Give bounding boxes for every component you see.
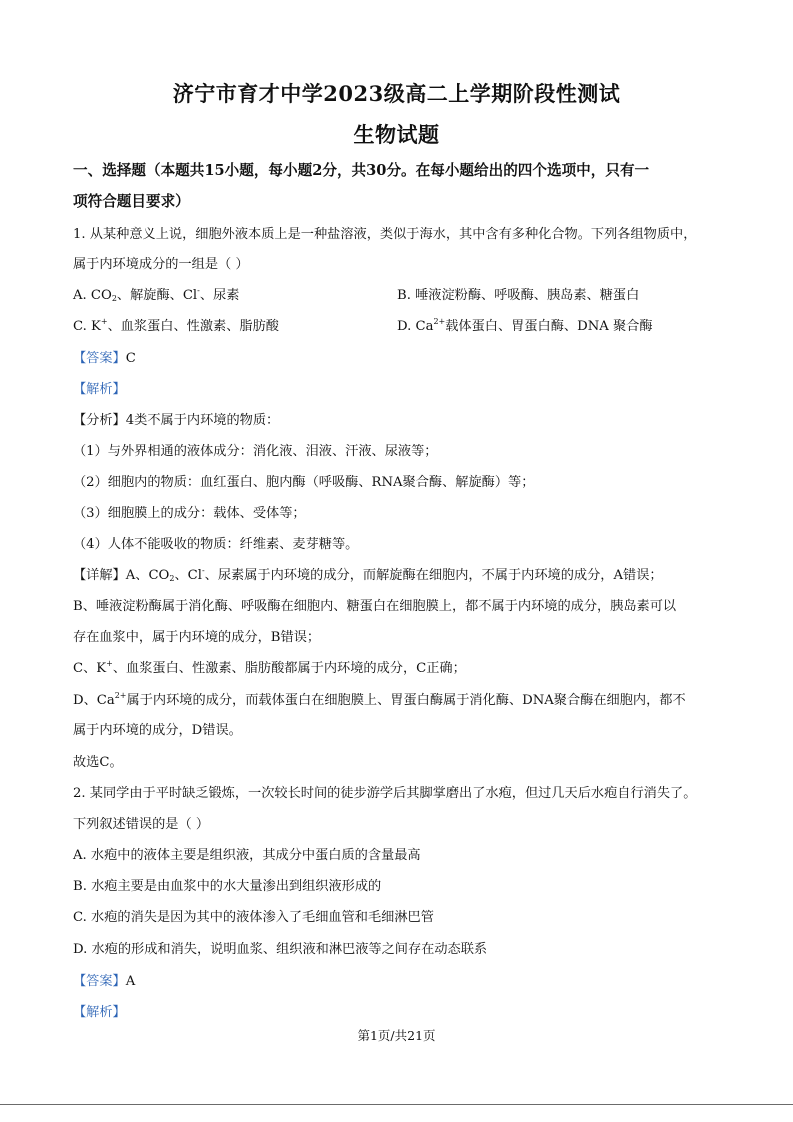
q2-option-b: B. 水疱主要是由血浆中的水大量渗出到组织液形成的 (73, 879, 382, 894)
q1-detail-a: 【详解】A、$CO_2$、Cl-、尿素属于内环境的成分，而解旋酶在细胞内，不属于内环境的成分，A错误； (73, 566, 663, 583)
q1-analysis-tag: 【解析】 (73, 382, 126, 397)
q1-point-4: （4）人体不能吸收的物质：纤维素、麦芽糖等。 (73, 537, 359, 552)
q2-option-c: C. 水疱的消失是因为其中的液体渗入了毛细血管和毛细淋巴管 (73, 910, 434, 925)
q1-option-b: B. 唾液淀粉酶、呼吸酶、胰岛素、糖蛋白 (397, 288, 640, 303)
q1-detail-b-cont: 存在血浆中，属于内环境的成分，B错误； (73, 630, 321, 645)
section-heading: 一、选择题（本题共15小题，每小题2分，共30分。在每小题给出的四个选项中，只有一 (73, 162, 650, 179)
q1-answer: 【答案】C (73, 351, 136, 366)
q1-stem: 1. 从某种意义上说，细胞外液本质上是一种盐溶液，类似于海水，其中含有多种化合物。下列各组物质中， (73, 227, 697, 242)
q1-stem-cont: 属于内环境成分的一组是（ ） (73, 257, 249, 272)
q2-answer: 【答案】A (73, 974, 136, 989)
page-footer: 第1页/共21页 (357, 1028, 436, 1043)
q2-option-d: D. 水疱的形成和消失，说明血浆、组织液和淋巴液等之间存在动态联系 (73, 942, 488, 957)
q1-option-d: D. $Ca^{2+}$载体蛋白、胃蛋白酶、DNA 聚合酶 (397, 317, 653, 334)
q1-option-a: A. $CO_2$、解旋酶、Cl-、尿素 (73, 286, 240, 303)
q1-point-2: （2）细胞内的物质：血红蛋白、胞内酶（呼吸酶、RNA聚合酶、解旋酶）等； (73, 475, 535, 490)
divider (0, 1104, 793, 1105)
answer-tag: 【答案】 (73, 974, 126, 989)
q1-option-c: C. K+、血浆蛋白、性激素、脂肪酸 (73, 317, 279, 334)
exam-subject: 生物试题 (353, 122, 440, 147)
section-heading-cont: 项符合题目要求） (73, 193, 190, 210)
q2-option-a: A. 水疱中的液体主要是组织液，其成分中蛋白质的含量最高 (73, 848, 421, 863)
q1-detail-d-cont: 属于内环境的成分，D错误。 (73, 723, 242, 738)
q1-detail-d: D、$Ca^{2+}$属于内环境的成分，而载体蛋白在细胞膜上、胃蛋白酶属于消化酶、DNA聚合酶在细胞内，都不 (73, 691, 686, 708)
answer-tag: 【答案】 (73, 351, 126, 366)
q1-conclusion: 故选C。 (73, 755, 123, 770)
q1-detail-c: C、K+、血浆蛋白、性激素、脂肪酸都属于内环境的成分，C正确； (73, 659, 466, 676)
q2-analysis-tag: 【解析】 (73, 1005, 126, 1020)
q2-stem-cont: 下列叙述错误的是（ ） (73, 817, 210, 832)
q2-stem: 2. 某同学由于平时缺乏锻炼，一次较长时间的徒步游学后其脚掌磨出了水疱，但过几天后水疱自行消失了。 (73, 786, 697, 801)
exam-title: 济宁市育才中学2023级高二上学期阶段性测试 (172, 81, 621, 106)
q1-fenxi: 【分析】4类不属于内环境的物质： (73, 413, 280, 428)
q1-point-1: （1）与外界相通的液体成分：消化液、泪液、汗液、尿液等； (73, 444, 438, 459)
q1-detail-b: B、唾液淀粉酶属于消化酶、呼吸酶在细胞内、糖蛋白在细胞膜上，都不属于内环境的成分，胰岛素可以 (73, 599, 677, 614)
q1-point-3: （3）细胞膜上的成分：载体、受体等； (73, 506, 306, 521)
